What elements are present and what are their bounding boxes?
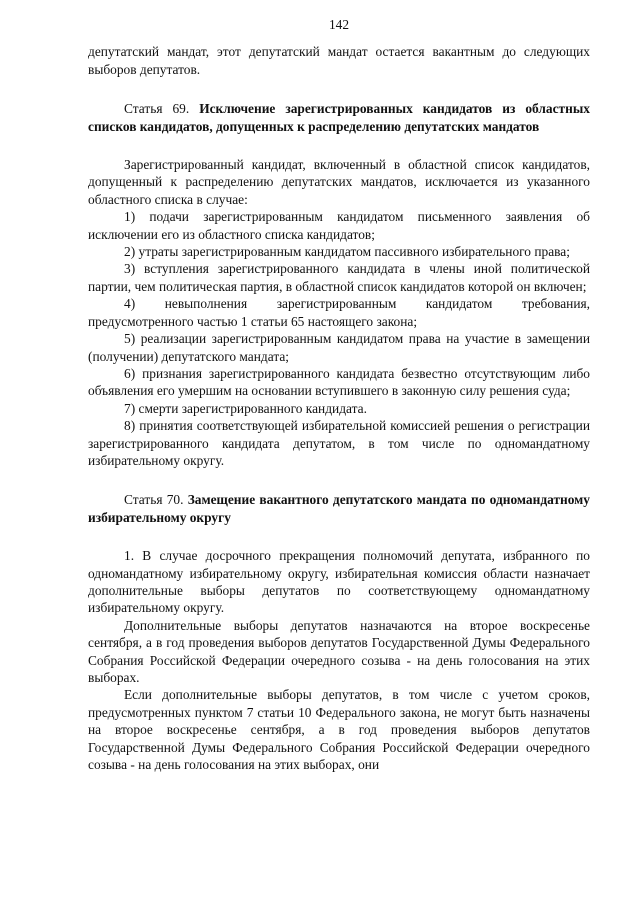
article-69-item-1: 1) подачи зарегистрированным кандидатом письменного заявления об исключении его из областного списка кандидатов;: [88, 209, 590, 242]
article-70-label: Статья 70.: [124, 492, 184, 508]
article-69-heading: [88, 100, 590, 135]
article-69-title: Исключение зарегистрированных кандидатов из областных списков кандидатов, допущенных к распределению депутатских мандатов: [88, 101, 590, 134]
article-69-item-5: 5) реализации зарегистрированным кандидатом права на участие в замещении (получении) депутатского мандата;: [88, 331, 590, 364]
article-69-paragraph: Зарегистрированный кандидат, включенный в областной список кандидатов, допущенный к распределению депутатских мандатов, исключается из указанного областного списка в случае:: [88, 157, 590, 207]
article-70-heading: [88, 491, 590, 526]
article-70-paragraph-2: Дополнительные выборы депутатов назначаются на второе воскресенье сентября, а в год проведения выборов депутатов Государственной Думы Федерального Собрания Российской Федерации очередного созыва - на день голосования на этих выборах.: [88, 617, 590, 685]
article-69-item-7: 7) смерти зарегистрированного кандидата.: [124, 400, 367, 416]
intro-paragraph: депутатский мандат, этот депутатский мандат остается вакантным до следующих выборов депутатов.: [88, 44, 590, 77]
article-70-paragraph-3: Если дополнительные выборы депутатов, в том числе с учетом сроков, предусмотренных пунктом 7 статьи 10 Федерального закона, не могут быть назначены на второе воскресенье сентября, а в год проведения выборов депутатов Государственной Думы Федерального Собрания Российской Федерации очередного созыва - на день голосования на этих выборах, они: [88, 687, 590, 773]
article-69-item-3: 3) вступления зарегистрированного кандидата в члены иной политической партии, чем политическая партия, в областной список кандидатов которой он включен;: [88, 261, 590, 294]
article-69-item-6: 6) признания зарегистрированного кандидата безвестно отсутствующим либо объявления его умершим на основании вступившего в законную силу решения суда;: [88, 365, 590, 399]
article-70-title: Замещение вакантного депутатского мандата по одномандатному избирательному округу: [88, 492, 590, 525]
article-69-item-4: 4) невыполнения зарегистрированным кандидатом требования, предусмотренного частью 1 статьи 65 настоящего закона;: [88, 296, 590, 329]
article-69-item-2: 2) утраты зарегистрированным кандидатом пассивного избирательного права;: [124, 244, 570, 260]
article-70-paragraph-1: 1. В случае досрочного прекращения полномочий депутата, избранного по одномандатному избирательному округу, избирательная комиссия области назначает дополнительные выборы депутатов по соответствующему одномандатному избирательному округу.: [88, 548, 590, 616]
article-69-label: Статья 69.: [124, 101, 190, 117]
page-number: 142: [328, 17, 350, 32]
article-69-item-8: 8) принятия соответствующей избирательной комиссией решения о регистрации зарегистрированного кандидата депутатом, в том числе по одномандатному избирательному округу.: [88, 418, 590, 468]
